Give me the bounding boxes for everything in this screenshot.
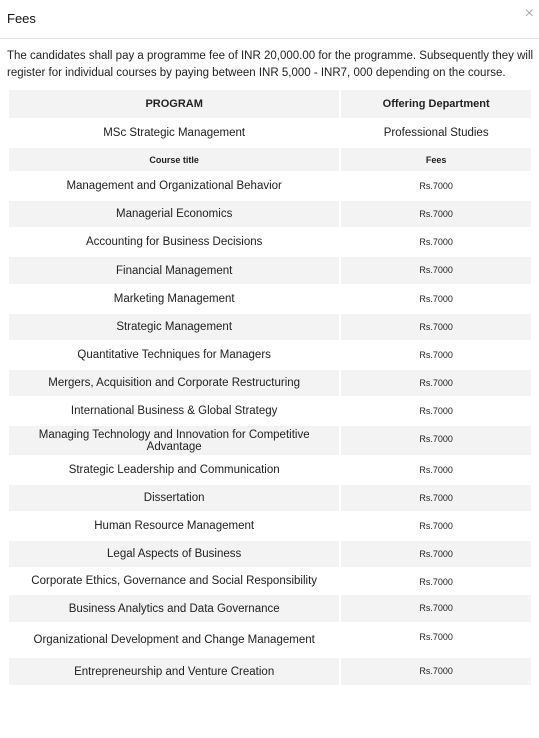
course-title: Marketing Management xyxy=(9,286,339,312)
course-list xyxy=(9,173,531,685)
table-header-row xyxy=(9,90,531,118)
course-fee: Rs.7000 xyxy=(341,513,531,539)
course-title: Mergers, Acquisition and Corporate Restructuring xyxy=(9,370,339,396)
course-title: Legal Aspects of Business xyxy=(9,541,339,567)
course-fee: Rs.7000 xyxy=(341,398,531,424)
course-title: Managing Technology and Innovation for Competitive Advantage xyxy=(9,426,339,455)
table-row xyxy=(9,569,531,593)
table-row xyxy=(9,595,531,622)
course-title: Management and Organizational Behavior xyxy=(9,173,339,199)
course-title: Strategic Management xyxy=(9,314,339,340)
table-row xyxy=(9,485,531,511)
course-fee: Rs.7000 xyxy=(341,286,531,312)
program-column-header: PROGRAM xyxy=(9,90,339,118)
course-fee: Rs.7000 xyxy=(341,201,531,227)
course-fee: Rs.7000 xyxy=(341,541,531,567)
course-fee: Rs.7000 xyxy=(341,457,531,483)
dialog-title: Fees xyxy=(7,11,36,26)
table-row xyxy=(9,513,531,539)
table-row xyxy=(9,624,531,656)
program-row xyxy=(9,120,531,146)
course-fee: Rs.7000 xyxy=(341,342,531,368)
table-row xyxy=(9,314,531,340)
department-column-header: Offering Department xyxy=(341,90,531,118)
course-subheader-row xyxy=(9,148,531,171)
course-title: Organizational Development and Change Management xyxy=(9,624,339,656)
course-title: Managerial Economics xyxy=(9,201,339,227)
course-title: Dissertation xyxy=(9,485,339,511)
course-fee: Rs.7000 xyxy=(341,569,531,593)
course-title: Corporate Ethics, Governance and Social Responsibility xyxy=(9,569,339,593)
course-fee: Rs.7000 xyxy=(341,624,531,656)
table-row xyxy=(9,457,531,483)
program-name: MSc Strategic Management xyxy=(9,120,339,146)
course-title: International Business & Global Strategy xyxy=(9,398,339,424)
course-title-header: Course title xyxy=(9,148,339,171)
course-title: Business Analytics and Data Governance xyxy=(9,595,339,622)
close-icon[interactable]: × xyxy=(524,5,534,22)
intro-text: The candidates shall pay a programme fee of INR 20,000.00 for the programme. Subsequently they will register for individual courses by paying between INR 5,000 - INR7, 000 depending on the course. xyxy=(7,50,534,79)
course-fee: Rs.7000 xyxy=(341,595,531,622)
course-fee: Rs.7000 xyxy=(341,658,531,685)
course-fee: Rs.7000 xyxy=(341,229,531,255)
course-title: Accounting for Business Decisions xyxy=(9,229,339,255)
course-fee: Rs.7000 xyxy=(341,370,531,396)
course-fee: Rs.7000 xyxy=(341,426,531,455)
table-row xyxy=(9,342,531,368)
course-fee: Rs.7000 xyxy=(341,485,531,511)
course-fee: Rs.7000 xyxy=(341,257,531,284)
fees-header: Fees xyxy=(341,148,531,171)
course-fee: Rs.7000 xyxy=(341,173,531,199)
table-row xyxy=(9,286,531,312)
fees-table xyxy=(7,88,533,687)
course-title: Financial Management xyxy=(9,257,339,284)
course-title: Quantitative Techniques for Managers xyxy=(9,342,339,368)
table-row xyxy=(9,658,531,685)
dialog-header xyxy=(0,0,539,39)
course-title: Strategic Leadership and Communication xyxy=(9,457,339,483)
course-fee: Rs.7000 xyxy=(341,314,531,340)
table-row xyxy=(9,173,531,199)
course-title: Entrepreneurship and Venture Creation xyxy=(9,658,339,685)
table-row xyxy=(9,257,531,284)
table-row xyxy=(9,426,531,455)
table-row xyxy=(9,541,531,567)
table-row xyxy=(9,370,531,396)
table-row xyxy=(9,229,531,255)
course-title: Human Resource Management xyxy=(9,513,339,539)
department-name: Professional Studies xyxy=(341,120,531,146)
table-row xyxy=(9,201,531,227)
table-row xyxy=(9,398,531,424)
